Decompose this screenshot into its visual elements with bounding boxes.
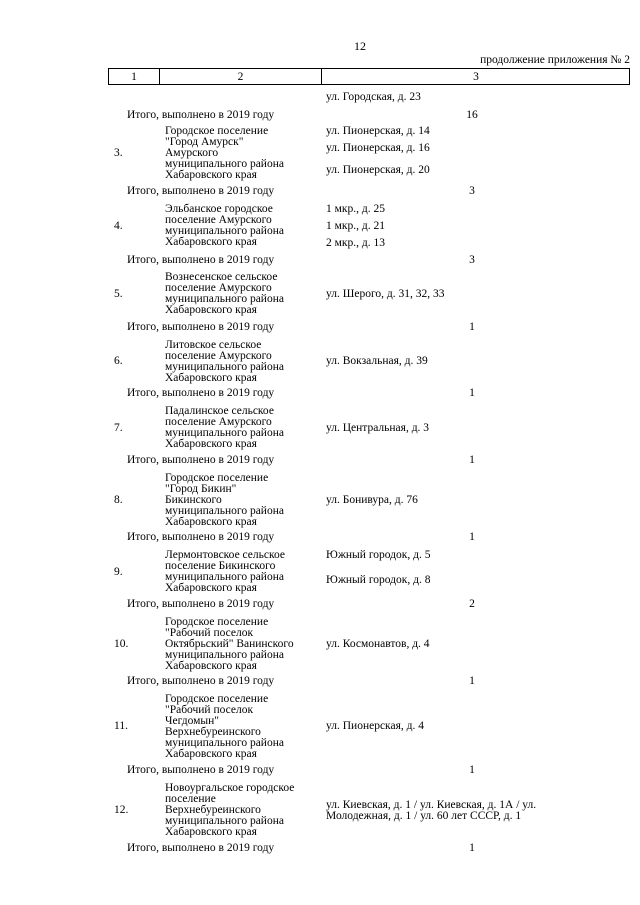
total-label: Итого, выполнено в 2019 году bbox=[127, 531, 275, 543]
address: ул. Пионерская, д. 14 bbox=[326, 125, 430, 137]
address: 1 мкр., д. 21 bbox=[326, 220, 385, 232]
address: Южный городок, д. 8 bbox=[326, 574, 431, 586]
settlement-name-line: Городское поселение bbox=[165, 472, 269, 484]
row-number: 10. bbox=[114, 638, 129, 650]
settlement-name-line: поселение bbox=[165, 793, 216, 805]
row-number: 3. bbox=[114, 147, 123, 159]
settlement-name-line: муниципального района bbox=[165, 293, 284, 305]
settlement-name-line: поселение Амурского bbox=[165, 350, 272, 362]
settlement-name-line: Чегдомын" bbox=[165, 715, 219, 727]
settlement-name-line: "Город Амурск" bbox=[165, 136, 244, 148]
total-label: Итого, выполнено в 2019 году bbox=[127, 764, 275, 776]
total-value: 1 bbox=[469, 321, 475, 333]
header-col-2: 2 bbox=[237, 71, 244, 83]
row-number: 9. bbox=[114, 566, 123, 578]
total-label: Итого, выполнено в 2019 году bbox=[127, 675, 275, 687]
total-value: 3 bbox=[469, 185, 475, 197]
address: ул. Шерого, д. 31, 32, 33 bbox=[326, 288, 445, 300]
total-value: 3 bbox=[469, 254, 475, 266]
total-value: 1 bbox=[469, 764, 475, 776]
total-value: 1 bbox=[469, 842, 475, 854]
total-value: 16 bbox=[466, 109, 478, 121]
settlement-name-line: Бикинского bbox=[165, 494, 222, 506]
address: ул. Киевская, д. 1 / ул. Киевская, д. 1А / ул. Молодежная, д. 1 / ул. 60 лет СССР, д. 1 bbox=[326, 799, 537, 822]
settlement-name-line: Городское поселение bbox=[165, 693, 269, 705]
total-value: 1 bbox=[469, 675, 475, 687]
settlement-name-line: Хабаровского края bbox=[165, 169, 257, 181]
total-label: Итого, выполнено в 2019 году bbox=[127, 321, 275, 333]
total-label: Итого, выполнено в 2019 году bbox=[127, 387, 275, 399]
address: ул. Пионерская, д. 20 bbox=[326, 164, 430, 176]
total-label: Итого, выполнено в 2019 году bbox=[127, 254, 275, 266]
header-col-3: 3 bbox=[473, 71, 479, 83]
settlement-name-line: Хабаровского края bbox=[165, 438, 257, 450]
settlement-name-line: Верхнебуреинского bbox=[165, 726, 261, 738]
address: ул. Космонавтов, д. 4 bbox=[326, 638, 430, 650]
total-label: Итого, выполнено в 2019 году bbox=[127, 598, 275, 610]
settlement-name-line: Хабаровского края bbox=[165, 372, 257, 384]
total-value: 1 bbox=[469, 387, 475, 399]
settlement-name-line: Эльбанское городское bbox=[165, 203, 273, 215]
settlement-name-line: "Город Бикин" bbox=[165, 483, 237, 495]
settlement-name-line: Городское поселение bbox=[165, 125, 269, 137]
address: Южный городок, д. 5 bbox=[326, 549, 431, 561]
settlement-name-line: муниципального района bbox=[165, 427, 284, 439]
settlement-name-line: поселение Бикинского bbox=[165, 560, 276, 572]
address: ул. Бонивура, д. 76 bbox=[326, 494, 418, 506]
settlement-name-line: Городское поселение bbox=[165, 616, 269, 628]
settlement-name-line: муниципального района bbox=[165, 505, 284, 517]
total-value: 2 bbox=[469, 598, 475, 610]
total-label: Итого, выполнено в 2019 году bbox=[127, 454, 275, 466]
settlement-name-line: Новоургальское городское bbox=[165, 782, 295, 794]
settlement-name-line: Хабаровского края bbox=[165, 660, 257, 672]
total-value: 1 bbox=[469, 531, 475, 543]
settlement-name-line: Хабаровского края bbox=[165, 236, 257, 248]
settlement-name-line: муниципального района bbox=[165, 158, 284, 170]
settlement-name-line: муниципального района bbox=[165, 815, 284, 827]
settlement-name-line: поселение Амурского bbox=[165, 416, 272, 428]
total-label: Итого, выполнено в 2019 году bbox=[127, 185, 275, 197]
address: 1 мкр., д. 25 bbox=[326, 203, 385, 215]
settlement-name-line: Верхнебуреинского bbox=[165, 804, 261, 816]
address: 2 мкр., д. 13 bbox=[326, 237, 385, 249]
settlement-name-line: Октябрьский" Ванинского bbox=[165, 638, 294, 650]
settlement-name-line: Хабаровского края bbox=[165, 516, 257, 528]
settlement-name-line: поселение Амурского bbox=[165, 214, 272, 226]
total-label: Итого, выполнено в 2019 году bbox=[127, 109, 275, 121]
settlement-name-line: муниципального района bbox=[165, 571, 284, 583]
settlement-name-line: "Рабочий поселок bbox=[165, 704, 254, 716]
address: ул. Центральная, д. 3 bbox=[326, 422, 430, 434]
page-number: 12 bbox=[354, 39, 366, 53]
total-label: Итого, выполнено в 2019 году bbox=[127, 842, 275, 854]
header-col-1: 1 bbox=[131, 71, 137, 83]
settlement-name-line: Лермонтовское сельское bbox=[165, 549, 285, 561]
settlement-name-line: Хабаровского края bbox=[165, 582, 257, 594]
total-value: 1 bbox=[469, 454, 475, 466]
settlement-name-line: Хабаровского края bbox=[165, 748, 257, 760]
row-number: 12. bbox=[114, 804, 129, 816]
row-number: 5. bbox=[114, 288, 123, 300]
row-number: 8. bbox=[114, 494, 123, 506]
settlement-name-line: "Рабочий поселок bbox=[165, 627, 254, 639]
settlement-name-line: Падалинское сельское bbox=[165, 405, 274, 417]
settlement-name-line: муниципального района bbox=[165, 361, 284, 373]
row-number: 4. bbox=[114, 220, 123, 232]
row-number: 7. bbox=[114, 422, 123, 434]
settlement-name-line: муниципального района bbox=[165, 225, 284, 237]
settlement-name-line: поселение Амурского bbox=[165, 282, 272, 294]
settlement-name-line: Амурского bbox=[165, 147, 219, 159]
address: ул. Пионерская, д. 16 bbox=[326, 142, 430, 154]
settlement-name-line: Вознесенское сельское bbox=[165, 271, 278, 283]
settlement-name-line: муниципального района bbox=[165, 737, 284, 749]
row-number: 11. bbox=[114, 720, 128, 732]
settlement-name-line: муниципального района bbox=[165, 649, 284, 661]
settlement-name-line: Литовское сельское bbox=[165, 339, 262, 351]
address: ул. Пионерская, д. 4 bbox=[326, 720, 424, 732]
address: ул. Вокзальная, д. 39 bbox=[326, 355, 428, 367]
continuation-note: продолжение приложения № 2 bbox=[480, 54, 630, 66]
table-header bbox=[108, 68, 630, 85]
settlement-name-line: Хабаровского края bbox=[165, 304, 257, 316]
row-number: 6. bbox=[114, 355, 123, 367]
settlement-name-line: Хабаровского края bbox=[165, 826, 257, 838]
address: ул. Городская, д. 23 bbox=[326, 91, 421, 103]
